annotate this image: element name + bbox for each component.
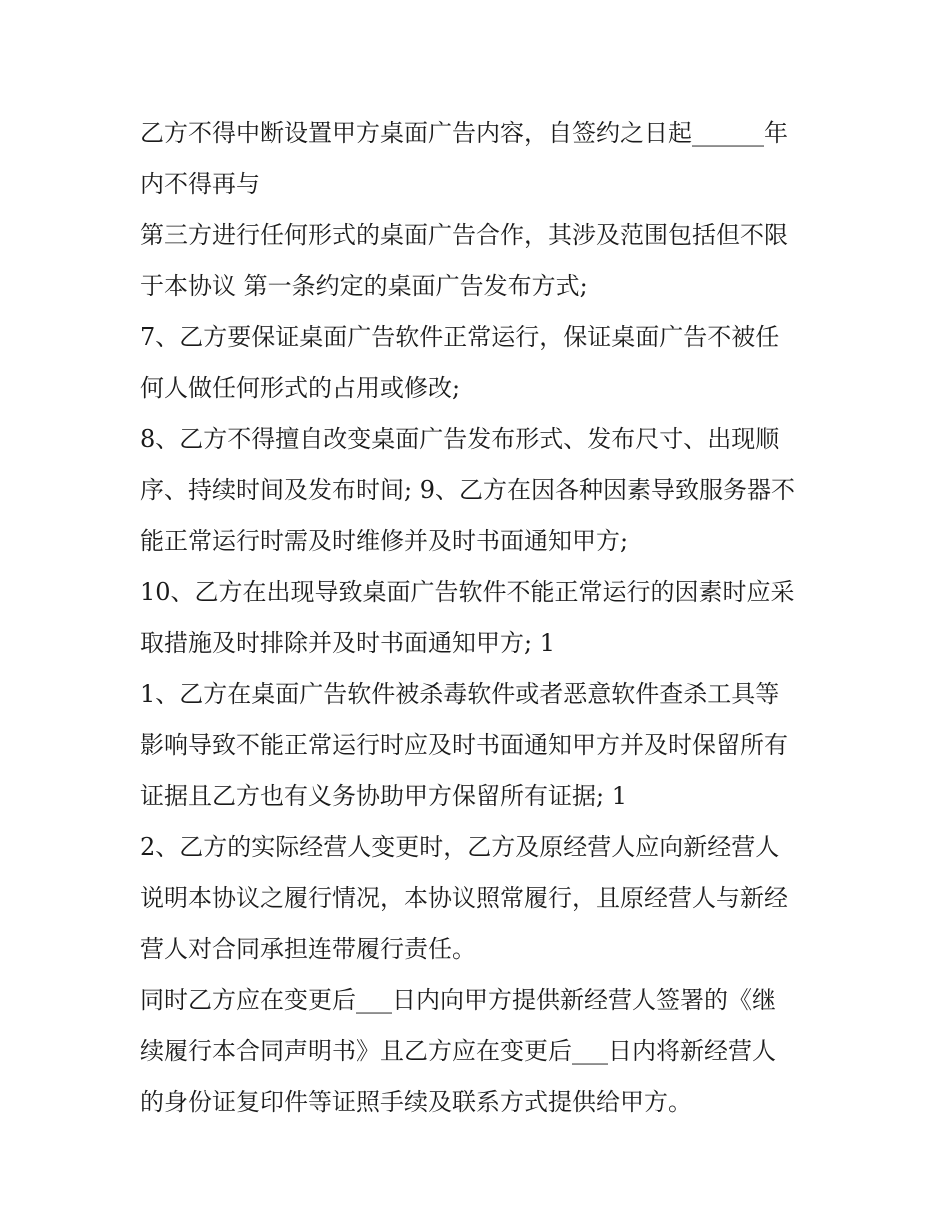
text-line: 10、乙方在出现导致桌面广告软件不能正常运行的因素时应采: [140, 578, 795, 606]
text-line: 序、持续时间及发布时间; 9、乙方在因各种因素导致服务器不: [140, 476, 795, 504]
text-line: 取措施及时排除并及时书面通知甲方; 1: [140, 629, 555, 657]
text-line: 7、乙方要保证桌面广告软件正常运行，保证桌面广告不被任: [140, 323, 780, 351]
text-line: 2、乙方的实际经营人变更时，乙方及原经营人应向新经营人: [140, 833, 780, 861]
text-line: 续履行本合同声明书》且乙方应在变更后___日内将新经营人: [140, 1037, 776, 1065]
text-line: 于本协议 第一条约定的桌面广告发布方式;: [140, 272, 588, 300]
text-line: 证据且乙方也有义务协助甲方保留所有证据; 1: [140, 782, 627, 810]
text-line: 8、乙方不得擅自改变桌面广告发布形式、发布尺寸、出现顺: [140, 425, 780, 453]
text-line: 的身份证复印件等证照手续及联系方式提供给甲方。: [140, 1088, 692, 1116]
text-line: 影响导致不能正常运行时应及时书面通知甲方并及时保留所有: [140, 731, 788, 759]
text-line: 能正常运行时需及时维修并及时书面通知甲方;: [140, 527, 629, 555]
text-line: 同时乙方应在变更后___日内向甲方提供新经营人签署的《继: [140, 986, 776, 1014]
text-line: 乙方不得中断设置甲方桌面广告内容，自签约之日起______年: [140, 119, 788, 147]
text-line: 说明本协议之履行情况，本协议照常履行，且原经营人与新经: [140, 884, 788, 912]
text-line: 1、乙方在桌面广告软件被杀毒软件或者恶意软件查杀工具等: [140, 680, 780, 708]
text-line: 第三方进行任何形式的桌面广告合作，其涉及范围包括但不限: [140, 221, 788, 249]
text-line: 营人对合同承担连带履行责任。: [140, 935, 476, 963]
text-line: 何人做任何形式的占用或修改;: [140, 374, 461, 402]
document-body: [140, 108, 820, 1128]
text-line: 内不得再与: [140, 170, 260, 198]
